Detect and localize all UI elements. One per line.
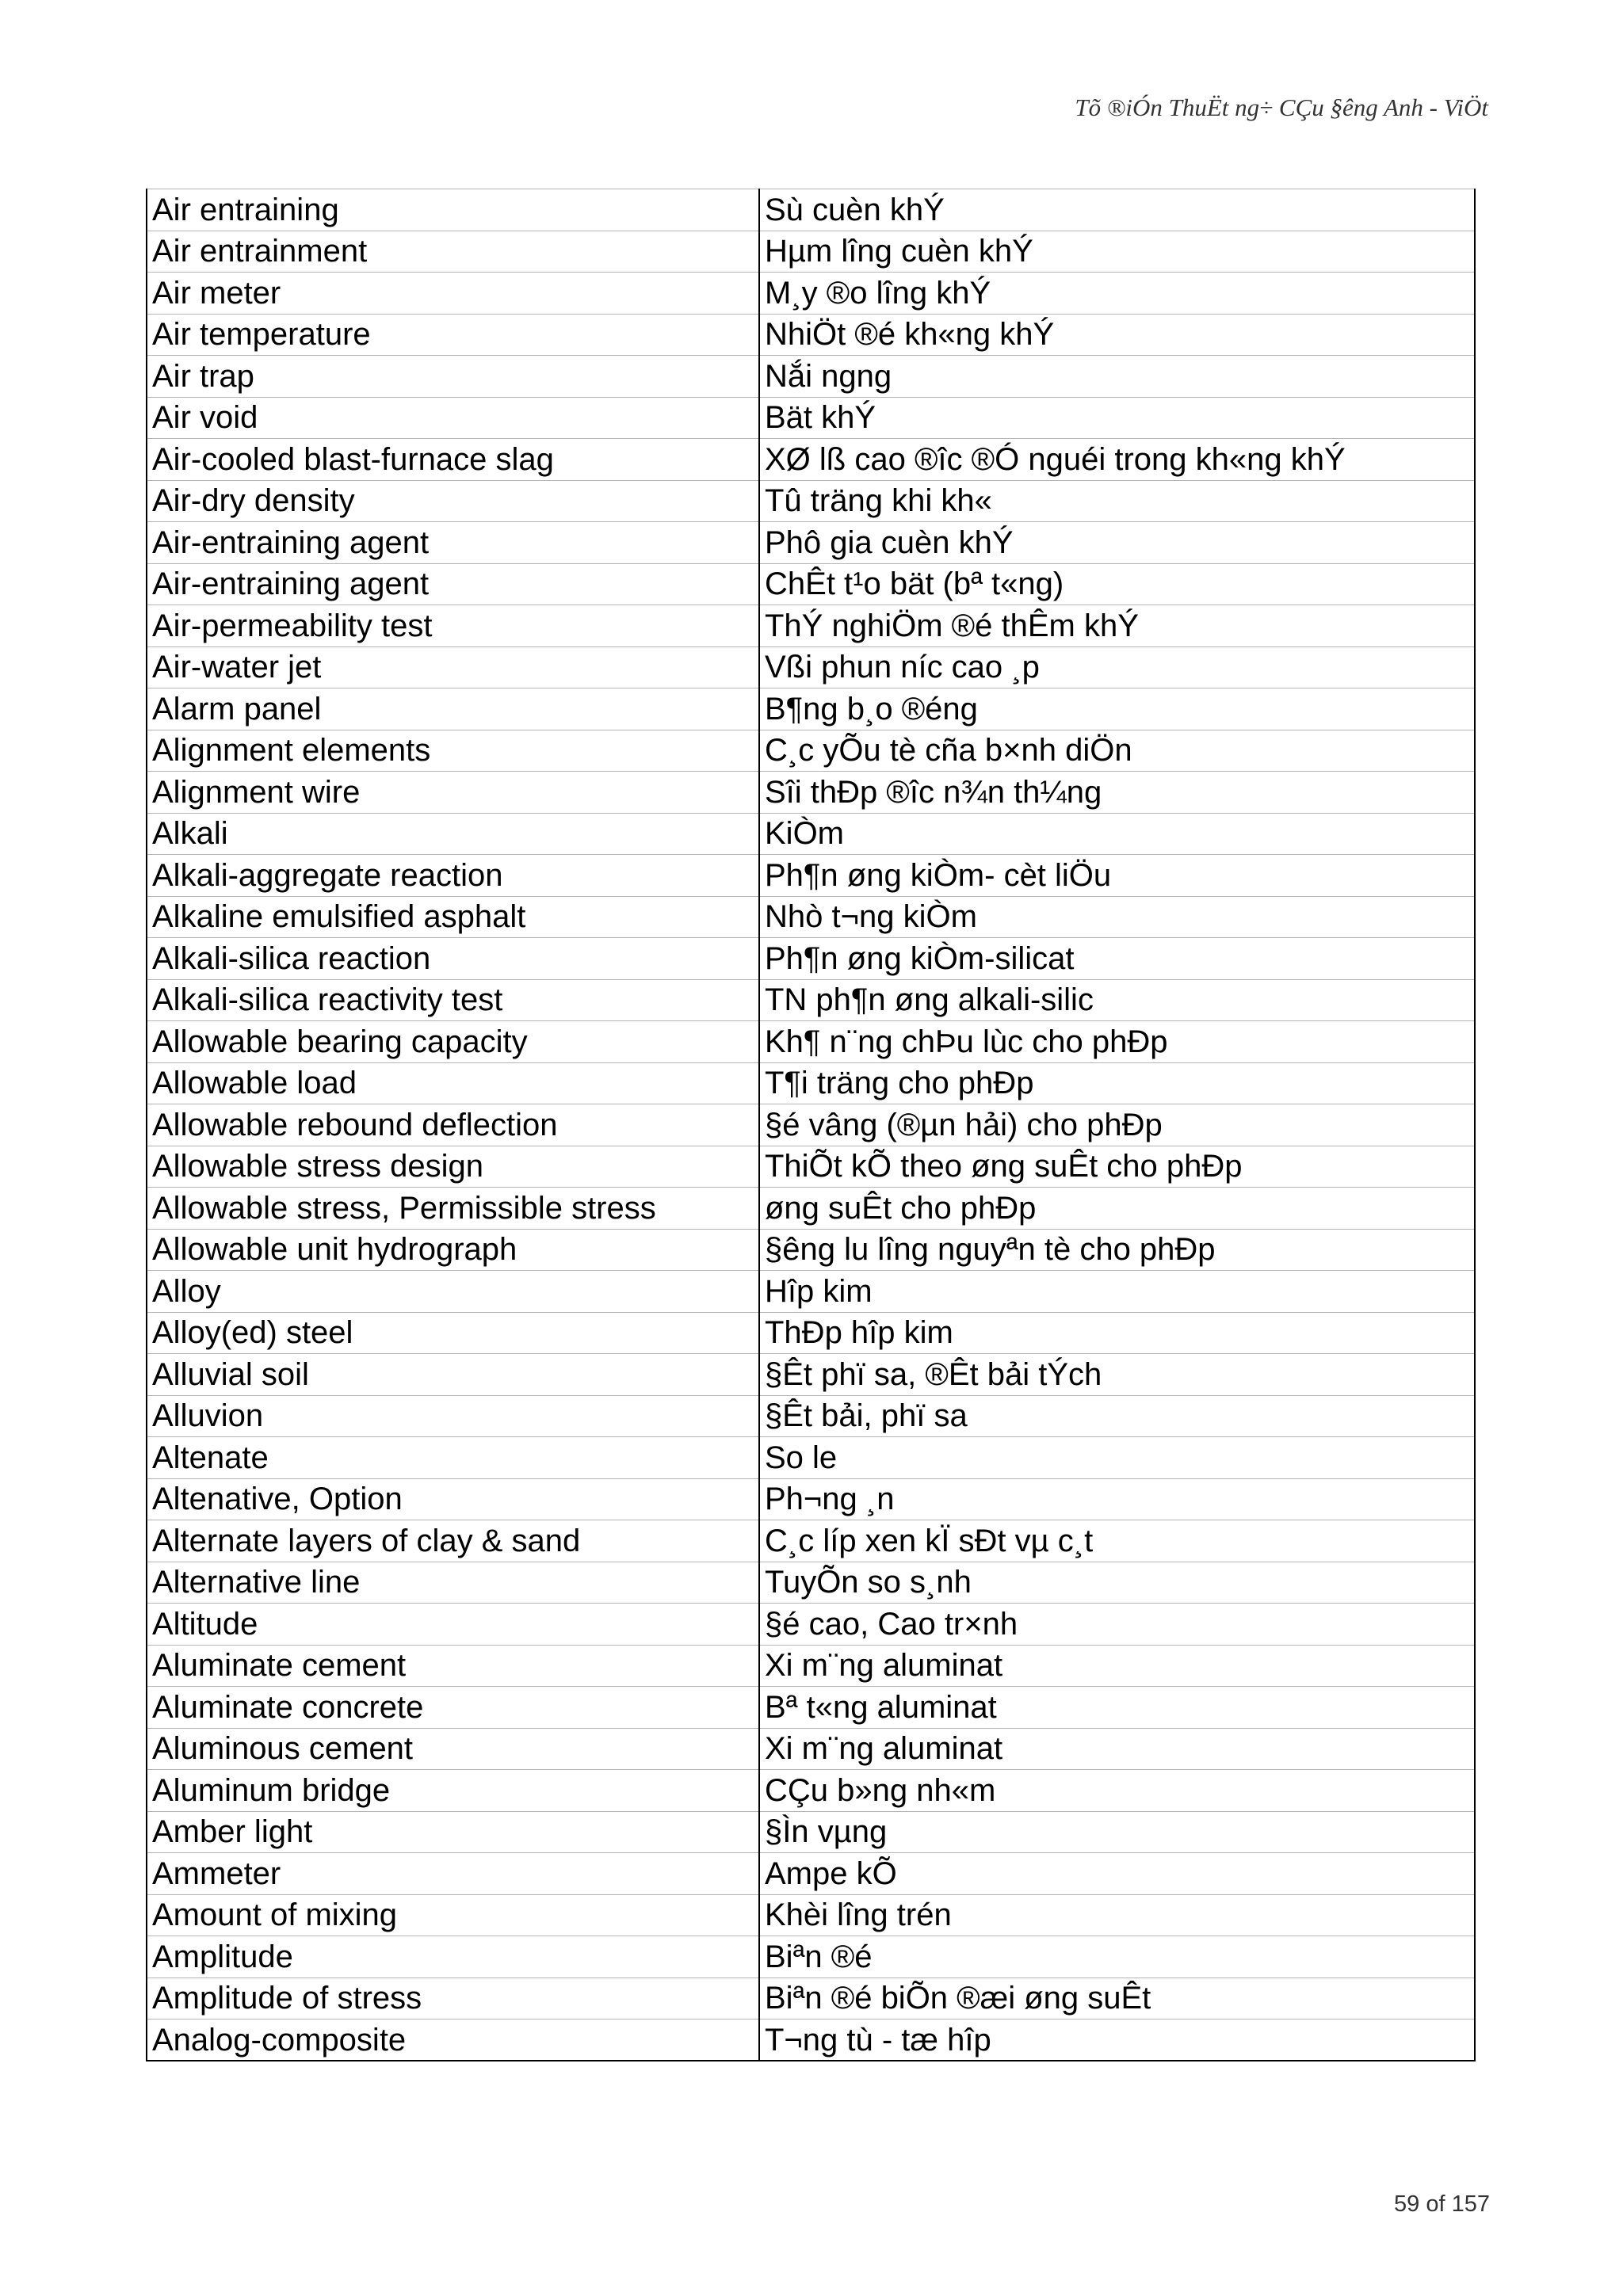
english-term: Air meter	[147, 273, 759, 315]
vietnamese-definition: §êng lu lîng nguyªn tè cho phÐp	[759, 1229, 1475, 1271]
english-term: Alluvion	[147, 1395, 759, 1437]
english-term: Amplitude of stress	[147, 1978, 759, 2019]
english-term: Air-entraining agent	[147, 522, 759, 564]
vietnamese-definition: Ph¶n øng kiÒm-silicat	[759, 938, 1475, 980]
english-term: Allowable rebound deflection	[147, 1104, 759, 1146]
vietnamese-definition: §é vâng (®µn hải) cho phÐp	[759, 1104, 1475, 1146]
glossary-row	[147, 1894, 1475, 1936]
english-term: Aluminum bridge	[147, 1770, 759, 1812]
glossary-row	[147, 1728, 1475, 1770]
glossary-row	[147, 563, 1475, 605]
glossary-row	[147, 1978, 1475, 2019]
english-term: Analog-composite	[147, 2019, 759, 2061]
glossary-row	[147, 1021, 1475, 1063]
vietnamese-definition: Bät khÝ	[759, 397, 1475, 439]
english-term: Allowable load	[147, 1062, 759, 1104]
english-term: Air trap	[147, 356, 759, 398]
glossary-row	[147, 1104, 1475, 1146]
vietnamese-definition: NhiÖt ®é kh«ng khÝ	[759, 314, 1475, 356]
english-term: Alkali-aggregate reaction	[147, 855, 759, 897]
english-term: Air void	[147, 397, 759, 439]
vietnamese-definition: §é cao, Cao tr×nh	[759, 1604, 1475, 1646]
english-term: Alternate layers of clay & sand	[147, 1520, 759, 1562]
glossary-row	[147, 480, 1475, 522]
glossary-row	[147, 855, 1475, 897]
english-term: Allowable stress, Permissible stress	[147, 1188, 759, 1230]
english-term: Aluminate concrete	[147, 1687, 759, 1729]
english-term: Alkali-silica reaction	[147, 938, 759, 980]
vietnamese-definition: §Êt bải, phï sa	[759, 1395, 1475, 1437]
glossary-row	[147, 605, 1475, 647]
english-term: Allowable bearing capacity	[147, 1021, 759, 1063]
glossary-row	[147, 1645, 1475, 1687]
english-term: Alkaline emulsified asphalt	[147, 896, 759, 938]
vietnamese-definition: So le	[759, 1437, 1475, 1479]
glossary-row	[147, 1437, 1475, 1479]
vietnamese-definition: Ph¬ng ¸n	[759, 1478, 1475, 1520]
vietnamese-definition: Biªn ®é	[759, 1936, 1475, 1978]
english-term: Altitude	[147, 1604, 759, 1646]
glossary-row	[147, 439, 1475, 481]
glossary-row	[147, 896, 1475, 938]
english-term: Altenate	[147, 1437, 759, 1479]
vietnamese-definition: Sîi thÐp ®îc n¾n th¼ng	[759, 772, 1475, 814]
glossary-row	[147, 1271, 1475, 1313]
vietnamese-definition: ThÐp hîp kim	[759, 1312, 1475, 1354]
vietnamese-definition: Khèi lîng trén	[759, 1894, 1475, 1936]
english-term: Air entrainment	[147, 231, 759, 273]
english-term: Aluminate cement	[147, 1645, 759, 1687]
english-term: Amplitude	[147, 1936, 759, 1978]
vietnamese-definition: TuyÕn so s¸nh	[759, 1562, 1475, 1604]
glossary-row	[147, 1936, 1475, 1978]
english-term: Air entraining	[147, 189, 759, 231]
vietnamese-definition: ThÝ nghiÖm ®é thÊm khÝ	[759, 605, 1475, 647]
glossary-row	[147, 522, 1475, 564]
glossary-body	[147, 189, 1475, 2061]
vietnamese-definition: Xi m¨ng aluminat	[759, 1645, 1475, 1687]
vietnamese-definition: B¶ng b¸o ®éng	[759, 688, 1475, 730]
vietnamese-definition: Kh¶ n¨ng chÞu lùc cho phÐp	[759, 1021, 1475, 1063]
english-term: Alarm panel	[147, 688, 759, 730]
glossary-row	[147, 189, 1475, 231]
english-term: Air-dry density	[147, 480, 759, 522]
vietnamese-definition: C¸c yÕu tè cña b×nh diÖn	[759, 730, 1475, 772]
english-term: Allowable unit hydrograph	[147, 1229, 759, 1271]
english-term: Amber light	[147, 1811, 759, 1853]
vietnamese-definition: ThiÕt kÕ theo øng suÊt cho phÐp	[759, 1146, 1475, 1188]
glossary-row	[147, 1687, 1475, 1729]
page-number: 59 of 157	[1394, 2191, 1490, 2217]
vietnamese-definition: Bª t«ng aluminat	[759, 1687, 1475, 1729]
glossary-row	[147, 1229, 1475, 1271]
glossary-row	[147, 1188, 1475, 1230]
running-header: Tõ ®iÓn ThuËt ng÷ CÇu §êng Anh - ViÖt	[1075, 93, 1488, 121]
english-term: Alloy(ed) steel	[147, 1312, 759, 1354]
vietnamese-definition: XØ lß cao ®îc ®Ó nguéi trong kh«ng khÝ	[759, 439, 1475, 481]
vietnamese-definition: øng suÊt cho phÐp	[759, 1188, 1475, 1230]
english-term: Alternative line	[147, 1562, 759, 1604]
english-term: Air-water jet	[147, 646, 759, 688]
glossary-row	[147, 356, 1475, 398]
glossary-row	[147, 1312, 1475, 1354]
glossary-row	[147, 2019, 1475, 2061]
english-term: Ammeter	[147, 1853, 759, 1895]
glossary-row	[147, 397, 1475, 439]
vietnamese-definition: C¸c líp xen kÏ sÐt vµ c¸t	[759, 1520, 1475, 1562]
glossary-row	[147, 314, 1475, 356]
vietnamese-definition: Phô gia cuèn khÝ	[759, 522, 1475, 564]
glossary-row	[147, 979, 1475, 1021]
english-term: Alluvial soil	[147, 1354, 759, 1396]
english-term: Air temperature	[147, 314, 759, 356]
glossary-row	[147, 730, 1475, 772]
vietnamese-definition: T¬ng tù - tæ hîp	[759, 2019, 1475, 2061]
vietnamese-definition: Sù cuèn khÝ	[759, 189, 1475, 231]
vietnamese-definition: §Ìn vµng	[759, 1811, 1475, 1853]
glossary-row	[147, 1770, 1475, 1812]
vietnamese-definition: §Êt phï sa, ®Êt bải tÝch	[759, 1354, 1475, 1396]
glossary-row	[147, 273, 1475, 315]
glossary-row	[147, 646, 1475, 688]
vietnamese-definition: Ph¶n øng kiÒm- cèt liÖu	[759, 855, 1475, 897]
vietnamese-definition: KiÒm	[759, 813, 1475, 855]
vietnamese-definition: Hµm lîng cuèn khÝ	[759, 231, 1475, 273]
glossary-row	[147, 1811, 1475, 1853]
vietnamese-definition: Nhò t¬ng kiÒm	[759, 896, 1475, 938]
glossary-row	[147, 1478, 1475, 1520]
glossary-row	[147, 1604, 1475, 1646]
english-term: Alkali	[147, 813, 759, 855]
vietnamese-definition: Tû träng khi kh«	[759, 480, 1475, 522]
vietnamese-definition: Nắi ngng	[759, 356, 1475, 398]
english-term: Alignment wire	[147, 772, 759, 814]
glossary-table	[146, 189, 1476, 2061]
english-term: Amount of mixing	[147, 1894, 759, 1936]
glossary-row	[147, 1146, 1475, 1188]
glossary-row	[147, 1062, 1475, 1104]
vietnamese-definition: ChÊt t¹o bät (bª t«ng)	[759, 563, 1475, 605]
english-term: Air-cooled blast-furnace slag	[147, 439, 759, 481]
english-term: Air-permeability test	[147, 605, 759, 647]
english-term: Allowable stress design	[147, 1146, 759, 1188]
vietnamese-definition: Xi m¨ng aluminat	[759, 1728, 1475, 1770]
glossary-row	[147, 1853, 1475, 1895]
vietnamese-definition: CÇu b»ng nh«m	[759, 1770, 1475, 1812]
english-term: Alloy	[147, 1271, 759, 1313]
vietnamese-definition: Vßi phun níc cao ¸p	[759, 646, 1475, 688]
english-term: Altenative, Option	[147, 1478, 759, 1520]
vietnamese-definition: Biªn ®é biÕn ®æi øng suÊt	[759, 1978, 1475, 2019]
glossary-row	[147, 231, 1475, 273]
glossary-row	[147, 1354, 1475, 1396]
glossary-row	[147, 1520, 1475, 1562]
glossary-row	[147, 1395, 1475, 1437]
vietnamese-definition: T¶i träng cho phÐp	[759, 1062, 1475, 1104]
glossary-row	[147, 772, 1475, 814]
glossary-row	[147, 688, 1475, 730]
vietnamese-definition: TN ph¶n øng alkali-silic	[759, 979, 1475, 1021]
english-term: Air-entraining agent	[147, 563, 759, 605]
english-term: Alkali-silica reactivity test	[147, 979, 759, 1021]
vietnamese-definition: Ampe kÕ	[759, 1853, 1475, 1895]
english-term: Alignment elements	[147, 730, 759, 772]
vietnamese-definition: Hîp kim	[759, 1271, 1475, 1313]
english-term: Aluminous cement	[147, 1728, 759, 1770]
glossary-row	[147, 813, 1475, 855]
glossary-row	[147, 938, 1475, 980]
glossary-row	[147, 1562, 1475, 1604]
vietnamese-definition: M¸y ®o lîng khÝ	[759, 273, 1475, 315]
